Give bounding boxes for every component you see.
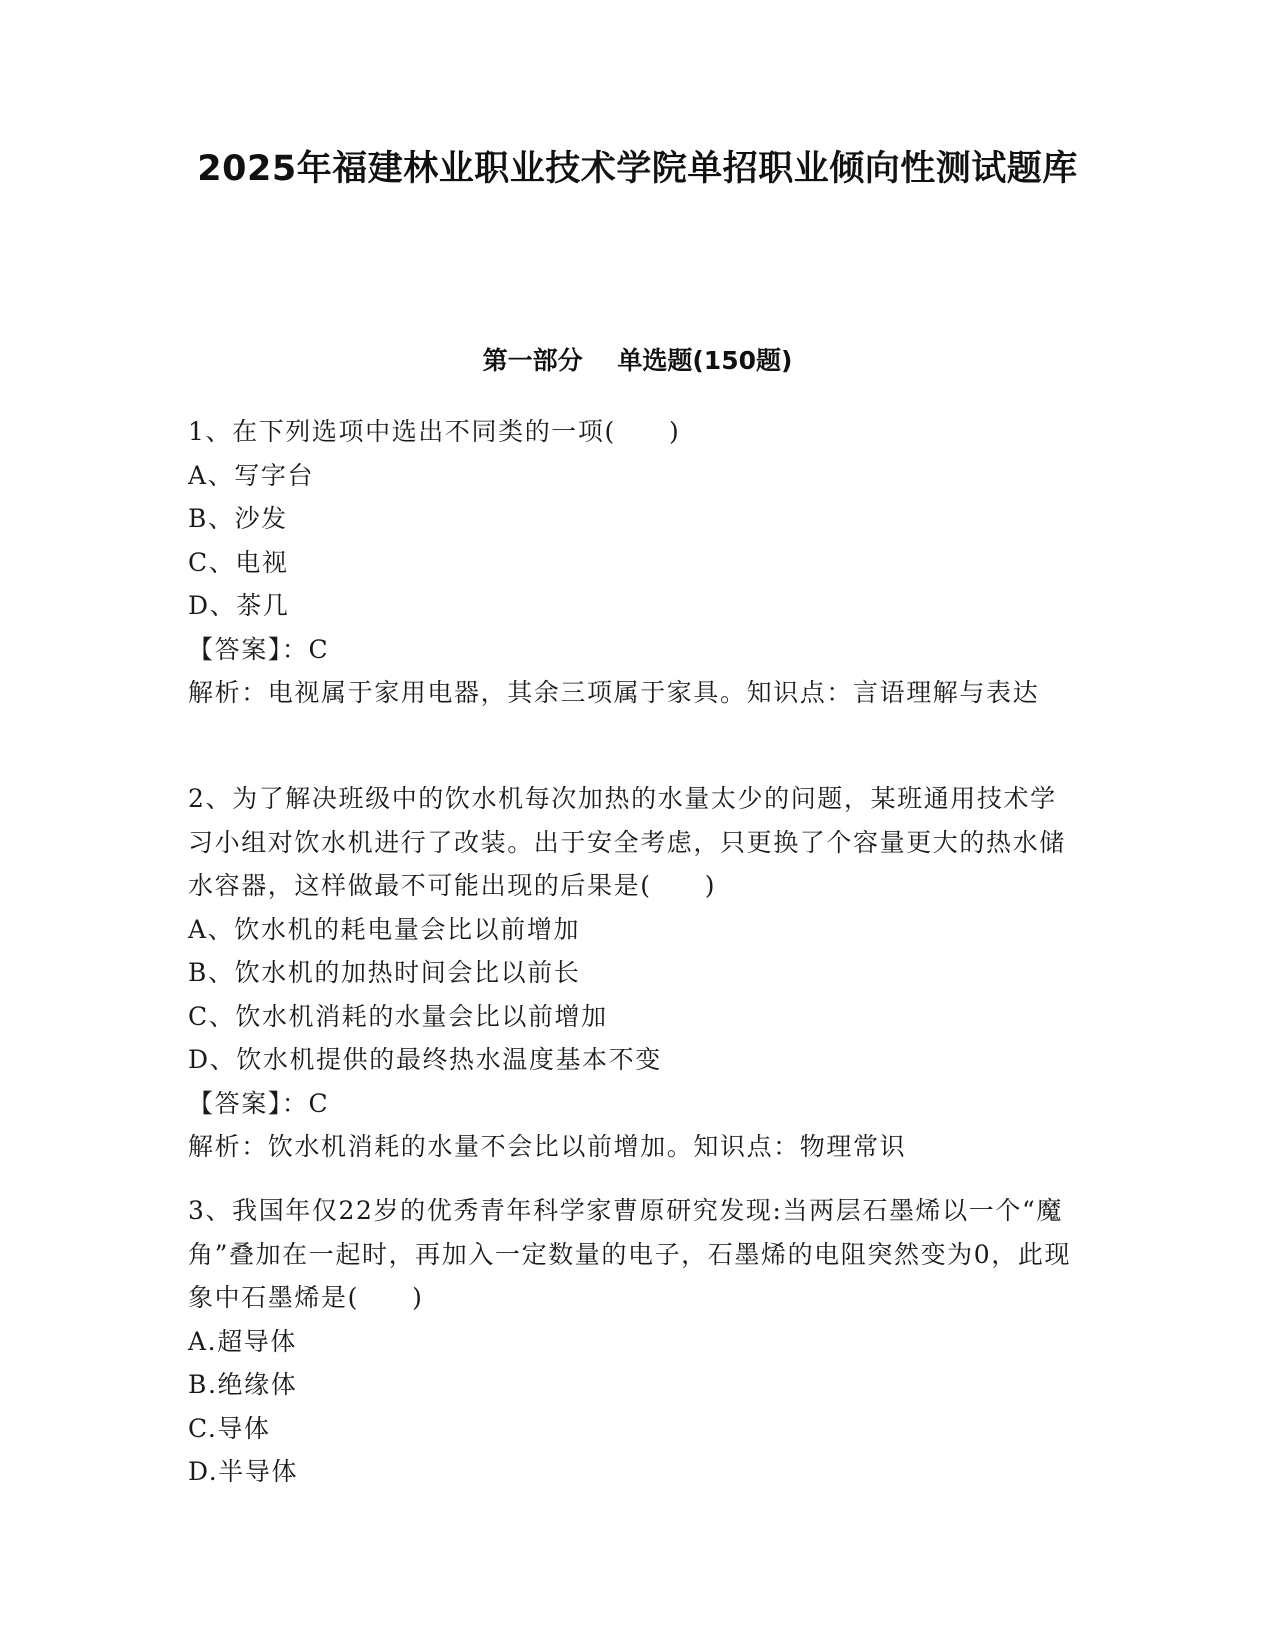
option-d: D、饮水机提供的最终热水温度基本不变 [188,1045,662,1074]
question-stem: 2、为了解决班级中的饮水机每次加热的水量太少的问题，某班通用技术学习小组对饮水机进行了改装。出于安全考虑，只更换了个容量更大的热水储水容器，这样做最不可能出现的后果是( ) [188,784,1066,900]
question-3 [188,1189,1083,1494]
document-title: 2025年福建林业职业技术学院单招职业倾向性测试题库 [197,149,1078,189]
option-b: B、饮水机的加热时间会比以前长 [188,958,581,987]
option-d: D.半导体 [188,1457,299,1486]
analysis-text: 解析：电视属于家用电器，其余三项属于家具。知识点：言语理解与表达 [188,678,1040,707]
question-2 [188,777,1083,1169]
section-heading: 第一部分 单选题(150题) [482,346,793,375]
question-stem: 1、在下列选项中选出不同类的一项( ) [188,417,681,446]
option-c: C.导体 [188,1413,271,1443]
option-a: A、饮水机的耗电量会比以前增加 [188,914,581,944]
option-b: B、沙发 [188,504,288,533]
option-b: B.绝缘体 [188,1370,298,1399]
option-d: D、茶几 [188,591,290,620]
option-a: A.超导体 [188,1326,298,1356]
option-c: C、饮水机消耗的水量会比以前增加 [188,1001,608,1031]
option-a: A、写字台 [188,460,315,490]
question-stem: 3、我国年仅22岁的优秀青年科学家曹原研究发现:当两层石墨烯以一个“魔角”叠加在一起时，再加入一定数量的电子，石墨烯的电阻突然变为0，此现象中石墨烯是( ) [188,1196,1072,1312]
question-1 [188,410,1083,715]
answer-line: 【答案】：C [188,1088,330,1118]
option-c: C、电视 [188,547,289,577]
analysis-text: 解析：饮水机消耗的水量不会比以前增加。知识点：物理常识 [188,1132,907,1161]
answer-line: 【答案】：C [188,634,330,664]
